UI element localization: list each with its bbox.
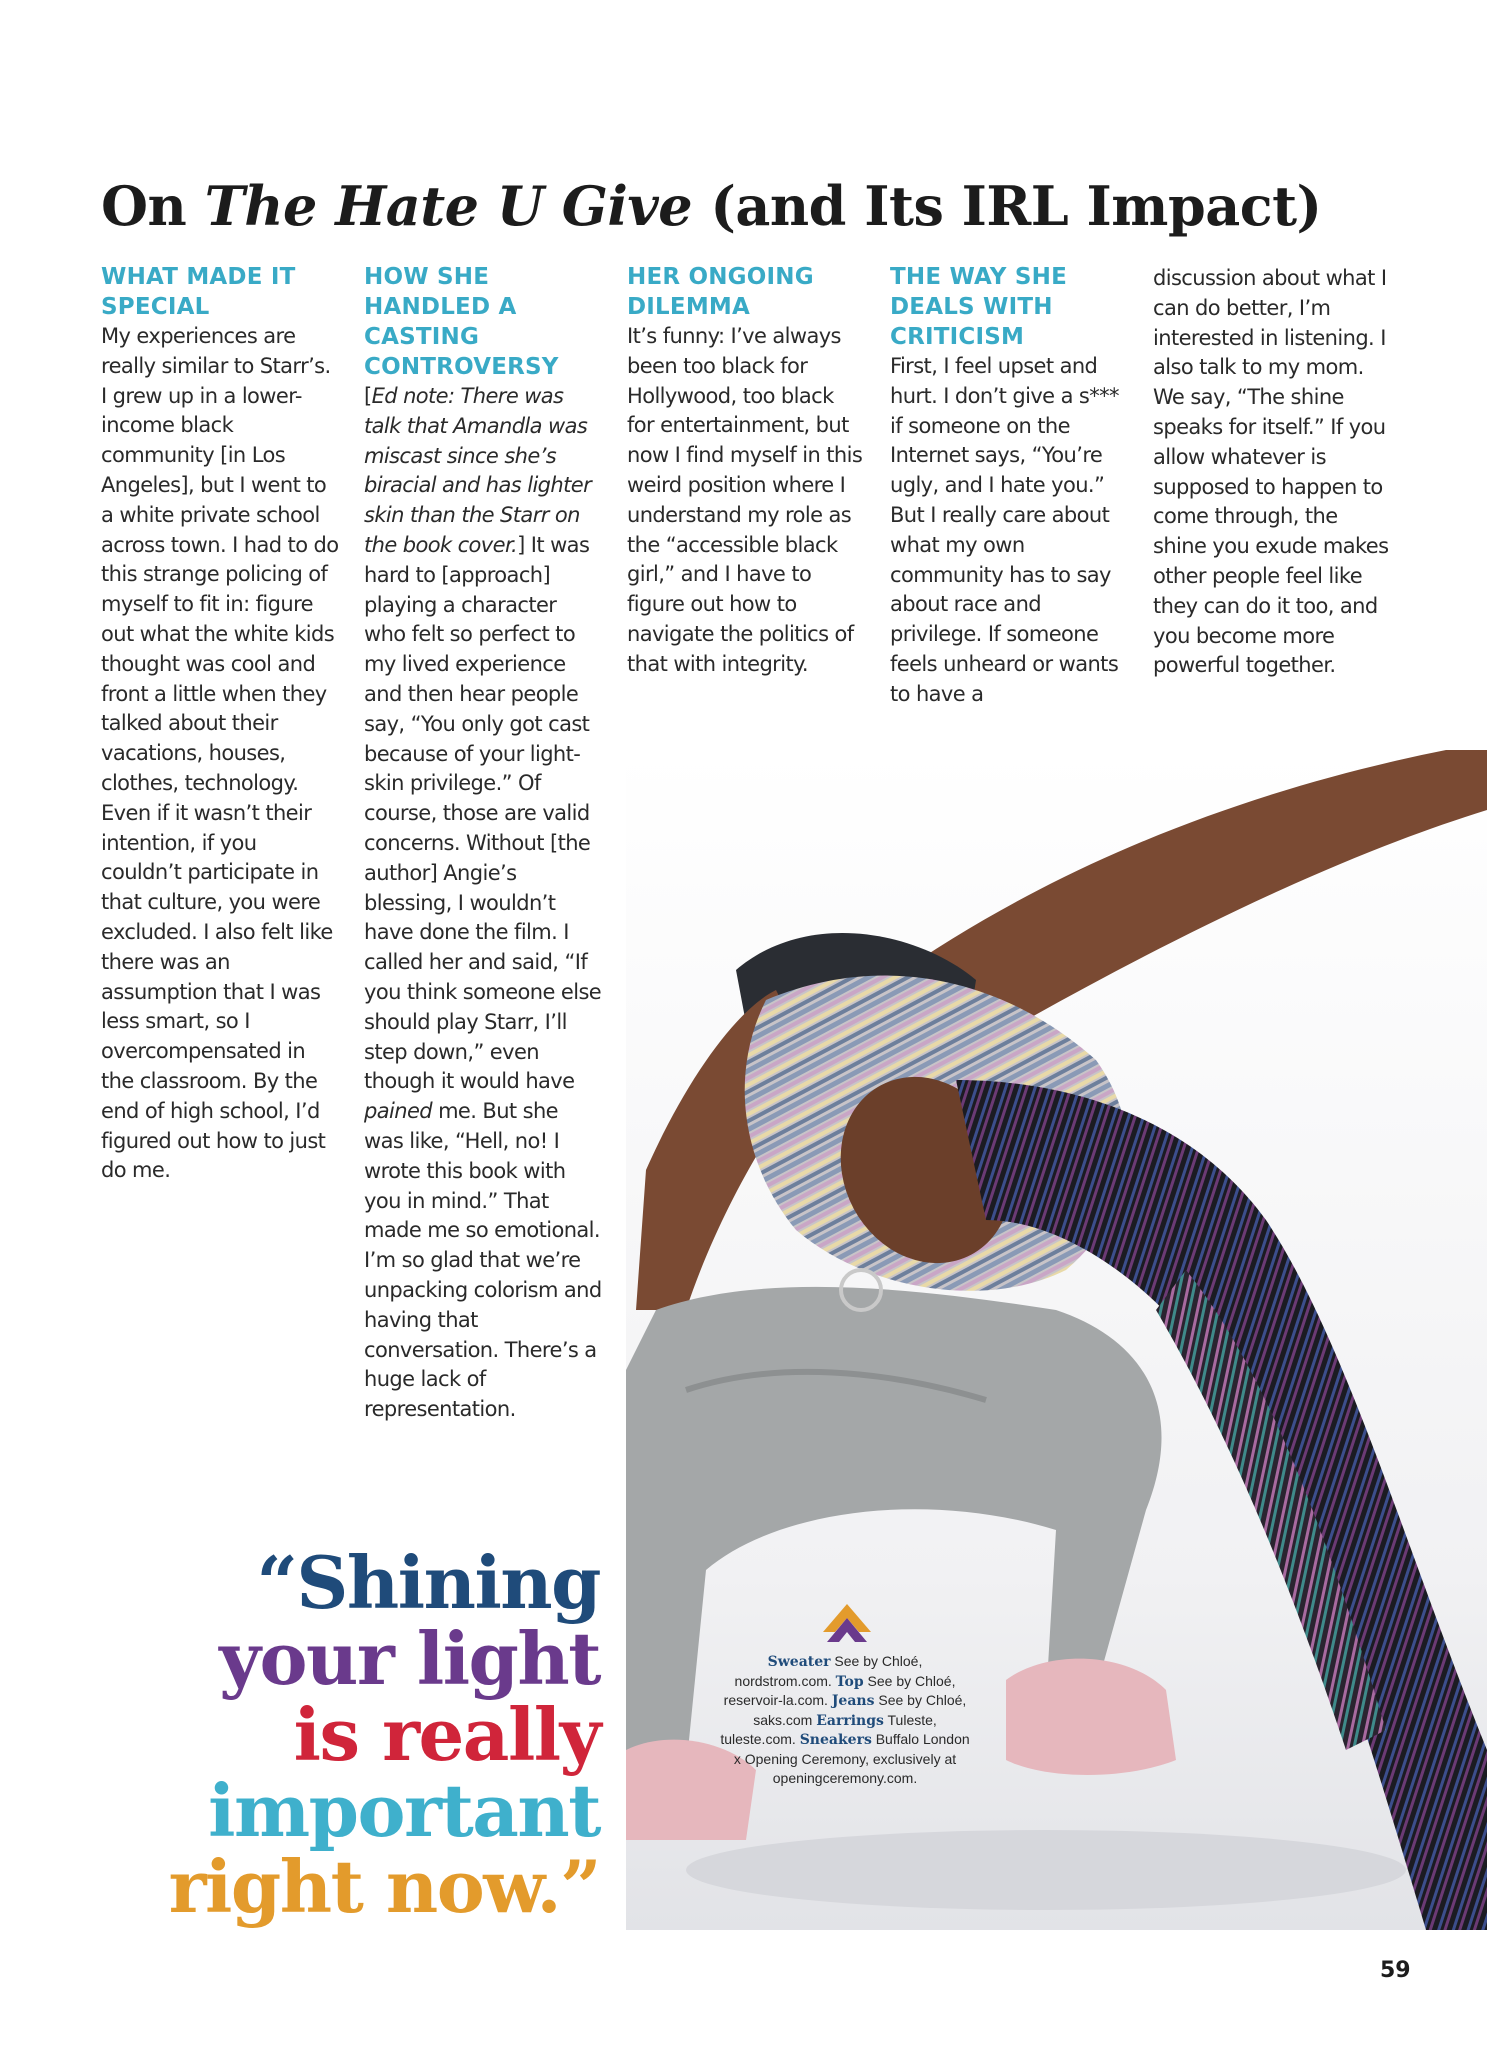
chevron-up-icon [823,1604,871,1644]
body-italic-word: pained [364,1099,432,1124]
column-body [364,382,602,1425]
column-body: First, I feel upset and hurt. I don’t give a s*** if someone on the Internet says, “You’re ugly, and I hate you.” But I really care about what my own community has to say about race and privilege. If someone feels unheard or wants to have a [890,354,1119,706]
headline-suffix: (and Its IRL Impact) [692,174,1322,238]
column-heading: HER ONGOING DILEMMA [627,264,814,320]
column-heading: WHAT MADE IT SPECIAL [101,264,296,320]
credit-text-sweater: See by Chloé, nordstrom.com. [734,1653,923,1689]
credit-label-sweater: Sweater [767,1654,831,1670]
body-open-bracket: [ [364,384,372,408]
credit-label-jeans: Jeans [831,1693,875,1710]
column-heading: HOW SHE HANDLED A CASTING CONTROVERSY [364,264,559,380]
pull-quote-line: your light [219,1616,600,1701]
page-number: 59 [1380,1958,1411,1983]
credit-text-top: See by Chloé, reservoir-la.com. [723,1672,956,1709]
column-heading: THE WAY SHE DEALS WITH CRITICISM [890,264,1067,350]
credit-text-earrings: Tuleste, tuleste.com. [720,1711,937,1748]
headline-prefix: On [101,174,205,238]
pull-quote [100,1540,600,1929]
column-body: discussion about what I can do better, I’m interested in listening. I also talk to my mom. We say, “The shine speaks for itself.” If you allow whatever is supposed to happen to come through, the shine you exude makes other people feel like they can do it too, and you become more powerful together. [1153,266,1389,678]
column-what-made-it-special [101,262,339,1186]
credit-text-jeans: See by Chloé, saks.com [753,1692,967,1728]
column-criticism [890,262,1128,710]
column-body: It’s funny: I’ve always been too black for Hollywood, too black for entertainment, but now I find myself in this weird position where I understand my role as the “accessible black girl,” and I have to figure out how to navigate the politics of that with integrity. [627,324,863,676]
pull-quote-line: right now.” [168,1844,600,1929]
pull-quote-line: is really [293,1692,600,1777]
credit-label-earrings: Earrings [816,1712,884,1729]
column-body: My experiences are really similar to Starr’s. I grew up in a lower-income black community [in Los Angeles], but I went to a white private school across town. I had to do this strange policing of myself to fit in: figure out what the white kids thought was cool and front a little when they talked about their vacations, houses, clothes, technology. Even if it wasn’t their intention, if you couldn’t participate in that culture, you were excluded. I also felt like there was an assumption that I was less smart, so I overcompensated in the classroom. By the end of high school, I’d figured out how to just do me. [101,324,339,1183]
pull-quote-line: “Shining [256,1540,600,1625]
fashion-credits [720,1652,970,1787]
editor-note: Ed note: There was talk that Amandla was miscast since she’s biracial and has lighter skin than the Starr on the book cover. [364,384,592,557]
credit-label-sneakers: Sneakers [799,1732,872,1749]
headline [101,170,1401,242]
body-mid: ] It was hard to [approach] playing a character who felt so perfect to my lived experience and then hear people say, “You only got cast because of your light-skin privilege.” Of course, those are valid concerns. Without [the author] Angie’s blessing, I wouldn’t have done the film. I called her and said, “If you think someone else should play Starr, I’ll step down,” even though it would have [364,532,602,1094]
headline-title-italic: The Hate U Give [204,174,693,238]
column-casting-controversy [364,262,602,1425]
column-ongoing-dilemma [627,262,865,680]
pull-quote-line: important [208,1768,600,1853]
body-end: me. But she was like, “Hell, no! I wrote this book with you in mind.” That made me so emotional. I’m so glad that we’re unpacking colorism and having that conversation. There’s a huge lack of representation. [364,1099,602,1422]
column-continued [1153,264,1391,681]
credit-text-sneakers: Buffalo London x Opening Ceremony, exclusively at openingceremony.com. [733,1731,970,1786]
credit-label-top: Top [835,1673,864,1690]
